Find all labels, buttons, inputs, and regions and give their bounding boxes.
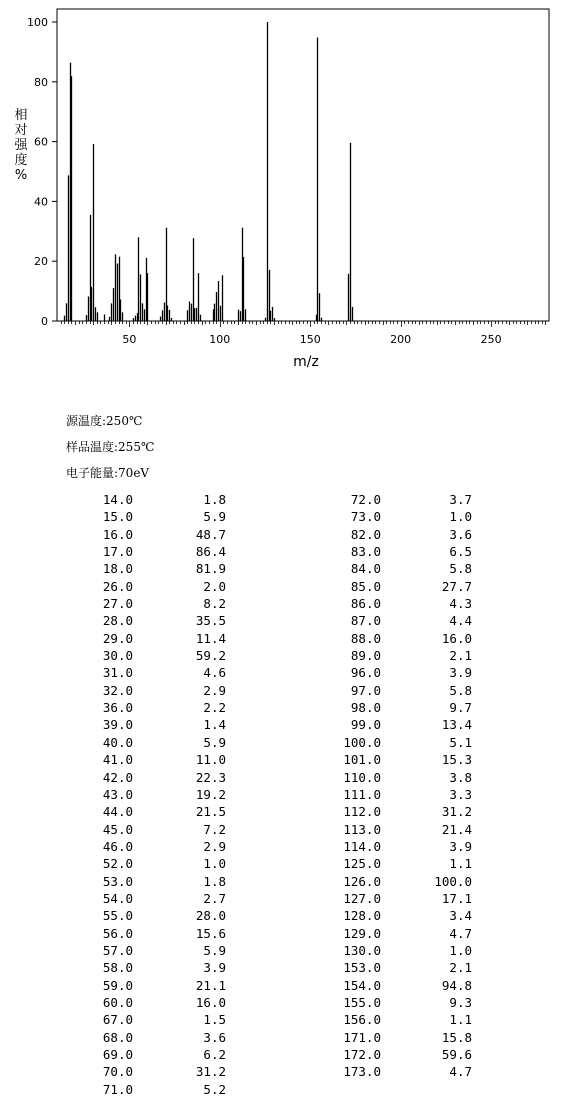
intensity-value: 4.4 bbox=[449, 613, 472, 629]
y-axis-label-char: 相 bbox=[14, 108, 28, 123]
x-tick-label: 150 bbox=[299, 333, 321, 346]
mz-value: 110.0 bbox=[343, 769, 381, 785]
intensity-value: 11.0 bbox=[195, 752, 226, 768]
mz-value: 73.0 bbox=[350, 509, 381, 525]
mz-value: 100.0 bbox=[343, 734, 381, 750]
table-row bbox=[0, 803, 475, 820]
intensity-value: 3.8 bbox=[449, 769, 472, 785]
intensity-value: 15.6 bbox=[195, 925, 226, 941]
mz-value: 86.0 bbox=[350, 596, 381, 612]
table-row bbox=[0, 508, 475, 525]
intensity-value: 1.0 bbox=[203, 856, 226, 872]
mz-value: 30.0 bbox=[102, 648, 133, 664]
intensity-value: 21.1 bbox=[195, 977, 226, 993]
table-row bbox=[0, 699, 475, 716]
mz-value: 59.0 bbox=[102, 977, 133, 993]
table-row bbox=[0, 769, 475, 786]
intensity-value: 2.0 bbox=[203, 578, 226, 594]
mz-value: 128.0 bbox=[343, 908, 381, 924]
intensity-value: 2.2 bbox=[203, 700, 226, 716]
table-row bbox=[0, 1081, 230, 1098]
mz-value: 36.0 bbox=[102, 700, 133, 716]
mz-value: 98.0 bbox=[350, 700, 381, 716]
intensity-value: 81.9 bbox=[195, 561, 226, 577]
intensity-value: 4.7 bbox=[449, 925, 472, 941]
intensity-value: 7.2 bbox=[203, 821, 226, 837]
intensity-value: 59.6 bbox=[441, 1047, 472, 1062]
table-row bbox=[0, 925, 475, 942]
mz-value: 114.0 bbox=[343, 838, 381, 854]
intensity-value: 35.5 bbox=[195, 613, 226, 629]
mz-value: 45.0 bbox=[102, 821, 133, 837]
intensity-value: 8.2 bbox=[203, 596, 226, 612]
table-row bbox=[0, 1046, 475, 1063]
intensity-value: 13.4 bbox=[441, 717, 472, 733]
intensity-value: 3.6 bbox=[449, 526, 472, 542]
intensity-value: 100.0 bbox=[434, 873, 472, 889]
x-tick-label: 250 bbox=[480, 333, 502, 346]
intensity-value: 2.1 bbox=[449, 648, 472, 664]
intensity-value: 59.2 bbox=[195, 648, 226, 664]
intensity-value: 3.9 bbox=[449, 838, 472, 854]
mz-value: 88.0 bbox=[350, 630, 381, 646]
mz-value: 39.0 bbox=[102, 717, 133, 733]
x-axis-label: m/z bbox=[293, 354, 319, 370]
table-row bbox=[0, 994, 475, 1011]
source-temperature: 源温度:250℃ bbox=[66, 414, 143, 428]
table-row bbox=[0, 716, 475, 733]
table-row bbox=[0, 890, 475, 907]
table-row bbox=[0, 1029, 475, 1046]
table-row bbox=[0, 734, 475, 751]
intensity-value: 6.2 bbox=[203, 1047, 226, 1062]
intensity-value: 48.7 bbox=[195, 526, 226, 542]
intensity-value: 15.3 bbox=[441, 752, 472, 768]
mz-value: 57.0 bbox=[102, 942, 133, 958]
x-tick-label: 200 bbox=[390, 333, 412, 346]
mz-value: 171.0 bbox=[343, 1029, 381, 1045]
intensity-value: 4.7 bbox=[449, 1064, 472, 1080]
intensity-value: 31.2 bbox=[441, 804, 472, 820]
table-row bbox=[0, 491, 475, 508]
mz-value: 130.0 bbox=[343, 942, 381, 958]
intensity-value: 5.1 bbox=[449, 734, 472, 750]
peak-bars bbox=[65, 22, 353, 321]
intensity-value: 1.0 bbox=[449, 942, 472, 958]
mz-value: 96.0 bbox=[350, 665, 381, 681]
mz-value: 52.0 bbox=[102, 856, 133, 872]
y-axis-label-char: 对 bbox=[14, 123, 28, 138]
intensity-value: 5.8 bbox=[449, 682, 472, 698]
table-row bbox=[0, 959, 475, 976]
table-row bbox=[0, 1011, 475, 1028]
y-axis-label-char: 强 bbox=[14, 138, 28, 153]
mz-value: 172.0 bbox=[343, 1047, 381, 1062]
mz-value: 41.0 bbox=[102, 752, 133, 768]
mz-value: 29.0 bbox=[102, 630, 133, 646]
intensity-value: 5.9 bbox=[203, 942, 226, 958]
intensity-value: 31.2 bbox=[195, 1064, 226, 1080]
y-axis-ticks bbox=[27, 16, 57, 328]
peak-table-right bbox=[0, 491, 475, 1081]
intensity-value: 2.7 bbox=[203, 890, 226, 906]
intensity-value: 1.8 bbox=[203, 873, 226, 889]
intensity-value: 3.9 bbox=[449, 665, 472, 681]
table-row bbox=[0, 612, 475, 629]
mz-value: 18.0 bbox=[102, 561, 133, 577]
mz-value: 40.0 bbox=[102, 734, 133, 750]
intensity-value: 5.9 bbox=[203, 509, 226, 525]
mz-value: 111.0 bbox=[343, 786, 381, 802]
mz-value: 43.0 bbox=[102, 786, 133, 802]
intensity-value: 3.6 bbox=[203, 1029, 226, 1045]
table-row bbox=[0, 647, 475, 664]
table-row bbox=[0, 855, 475, 872]
mz-value: 58.0 bbox=[102, 960, 133, 976]
mz-value: 60.0 bbox=[102, 994, 133, 1010]
mz-value: 53.0 bbox=[102, 873, 133, 889]
intensity-value: 1.1 bbox=[449, 856, 472, 872]
table-row bbox=[0, 977, 475, 994]
mz-value: 82.0 bbox=[350, 526, 381, 542]
intensity-value: 5.8 bbox=[449, 561, 472, 577]
y-tick-label: 20 bbox=[34, 255, 48, 269]
intensity-value: 1.4 bbox=[203, 717, 226, 733]
intensity-value: 16.0 bbox=[441, 630, 472, 646]
mz-value: 32.0 bbox=[102, 682, 133, 698]
intensity-value: 1.5 bbox=[203, 1012, 226, 1028]
mz-value: 54.0 bbox=[102, 890, 133, 906]
mz-value: 129.0 bbox=[343, 925, 381, 941]
mz-value: 113.0 bbox=[343, 821, 381, 837]
mz-value: 101.0 bbox=[343, 752, 381, 768]
mz-value: 27.0 bbox=[102, 596, 133, 612]
mz-value: 173.0 bbox=[343, 1064, 381, 1080]
intensity-value: 15.8 bbox=[441, 1029, 472, 1045]
mz-value: 16.0 bbox=[102, 526, 133, 542]
mz-value: 83.0 bbox=[350, 544, 381, 560]
mz-value: 14.0 bbox=[102, 492, 133, 507]
mz-value: 87.0 bbox=[350, 613, 381, 629]
intensity-value: 21.4 bbox=[441, 821, 472, 837]
mz-value: 56.0 bbox=[102, 925, 133, 941]
mz-value: 112.0 bbox=[343, 804, 381, 820]
mass-spectrum-chart bbox=[0, 0, 570, 380]
intensity-value: 28.0 bbox=[195, 908, 226, 924]
table-row bbox=[0, 821, 475, 838]
mz-value: 46.0 bbox=[102, 838, 133, 854]
table-row bbox=[0, 560, 475, 577]
mz-value: 153.0 bbox=[343, 960, 381, 976]
y-axis-label-char: 度 bbox=[14, 153, 28, 168]
y-tick-label: 60 bbox=[34, 135, 48, 149]
mz-value: 44.0 bbox=[102, 804, 133, 820]
intensity-value: 11.4 bbox=[195, 630, 226, 646]
mz-value: 31.0 bbox=[102, 665, 133, 681]
mz-value: 156.0 bbox=[343, 1012, 381, 1028]
mz-value: 89.0 bbox=[350, 648, 381, 664]
intensity-value: 3.9 bbox=[203, 960, 226, 976]
table-row bbox=[0, 630, 475, 647]
intensity-value: 3.7 bbox=[449, 492, 472, 507]
intensity-value: 3.3 bbox=[449, 786, 472, 802]
table-row bbox=[0, 942, 475, 959]
intensity-value: 16.0 bbox=[195, 994, 226, 1010]
intensity-value: 94.8 bbox=[441, 977, 472, 993]
intensity-value: 22.3 bbox=[195, 769, 226, 785]
intensity-value: 4.6 bbox=[203, 665, 226, 681]
y-tick-label: 40 bbox=[34, 195, 48, 209]
mz-value: 71.0 bbox=[102, 1081, 133, 1097]
table-row bbox=[0, 873, 475, 890]
intensity-value: 2.9 bbox=[203, 838, 226, 854]
intensity-value: 6.5 bbox=[449, 544, 472, 560]
y-axis-label-char: % bbox=[14, 168, 28, 183]
intensity-value: 86.4 bbox=[195, 544, 226, 560]
mz-value: 26.0 bbox=[102, 578, 133, 594]
mz-value: 154.0 bbox=[343, 977, 381, 993]
intensity-value: 9.7 bbox=[449, 700, 472, 716]
intensity-value: 9.3 bbox=[449, 994, 472, 1010]
intensity-value: 5.2 bbox=[203, 1081, 226, 1097]
table-row bbox=[0, 664, 475, 681]
mz-value: 70.0 bbox=[102, 1064, 133, 1080]
mz-value: 28.0 bbox=[102, 613, 133, 629]
y-axis-label bbox=[14, 108, 28, 183]
table-row bbox=[0, 682, 475, 699]
electron-energy: 电子能量:70eV bbox=[66, 466, 150, 480]
intensity-value: 2.9 bbox=[203, 682, 226, 698]
mz-value: 42.0 bbox=[102, 769, 133, 785]
mz-value: 125.0 bbox=[343, 856, 381, 872]
intensity-value: 1.1 bbox=[449, 1012, 472, 1028]
y-tick-label: 100 bbox=[27, 16, 48, 29]
table-row bbox=[0, 786, 475, 803]
table-row bbox=[0, 1063, 475, 1080]
mz-value: 84.0 bbox=[350, 561, 381, 577]
intensity-value: 2.1 bbox=[449, 960, 472, 976]
table-row bbox=[0, 578, 475, 595]
intensity-value: 27.7 bbox=[441, 578, 472, 594]
intensity-value: 1.0 bbox=[449, 509, 472, 525]
intensity-value: 5.9 bbox=[203, 734, 226, 750]
mz-value: 68.0 bbox=[102, 1029, 133, 1045]
mz-value: 127.0 bbox=[343, 890, 381, 906]
mz-value: 126.0 bbox=[343, 873, 381, 889]
y-tick-label: 80 bbox=[34, 75, 48, 89]
mz-value: 85.0 bbox=[350, 578, 381, 594]
table-row bbox=[0, 751, 475, 768]
table-row bbox=[0, 526, 475, 543]
intensity-value: 17.1 bbox=[441, 890, 472, 906]
mz-value: 69.0 bbox=[102, 1047, 133, 1062]
mz-value: 67.0 bbox=[102, 1012, 133, 1028]
x-axis-ticks bbox=[62, 321, 546, 346]
intensity-value: 21.5 bbox=[195, 804, 226, 820]
mz-value: 99.0 bbox=[350, 717, 381, 733]
sample-temperature: 样品温度:255℃ bbox=[66, 440, 155, 454]
mz-value: 17.0 bbox=[102, 544, 133, 560]
mz-value: 72.0 bbox=[350, 492, 381, 507]
x-tick-label: 50 bbox=[122, 333, 137, 346]
intensity-value: 19.2 bbox=[195, 786, 226, 802]
plot-frame bbox=[57, 9, 549, 321]
table-row bbox=[0, 907, 475, 924]
intensity-value: 3.4 bbox=[449, 908, 472, 924]
table-row bbox=[0, 838, 475, 855]
mz-value: 55.0 bbox=[102, 908, 133, 924]
mz-value: 155.0 bbox=[343, 994, 381, 1010]
intensity-value: 4.3 bbox=[449, 596, 472, 612]
mz-value: 15.0 bbox=[102, 509, 133, 525]
table-row bbox=[0, 595, 475, 612]
intensity-value: 1.8 bbox=[203, 492, 226, 507]
mz-value: 97.0 bbox=[350, 682, 381, 698]
x-tick-label: 100 bbox=[209, 333, 231, 346]
y-tick-label: 0 bbox=[41, 315, 48, 328]
table-row bbox=[0, 543, 475, 560]
